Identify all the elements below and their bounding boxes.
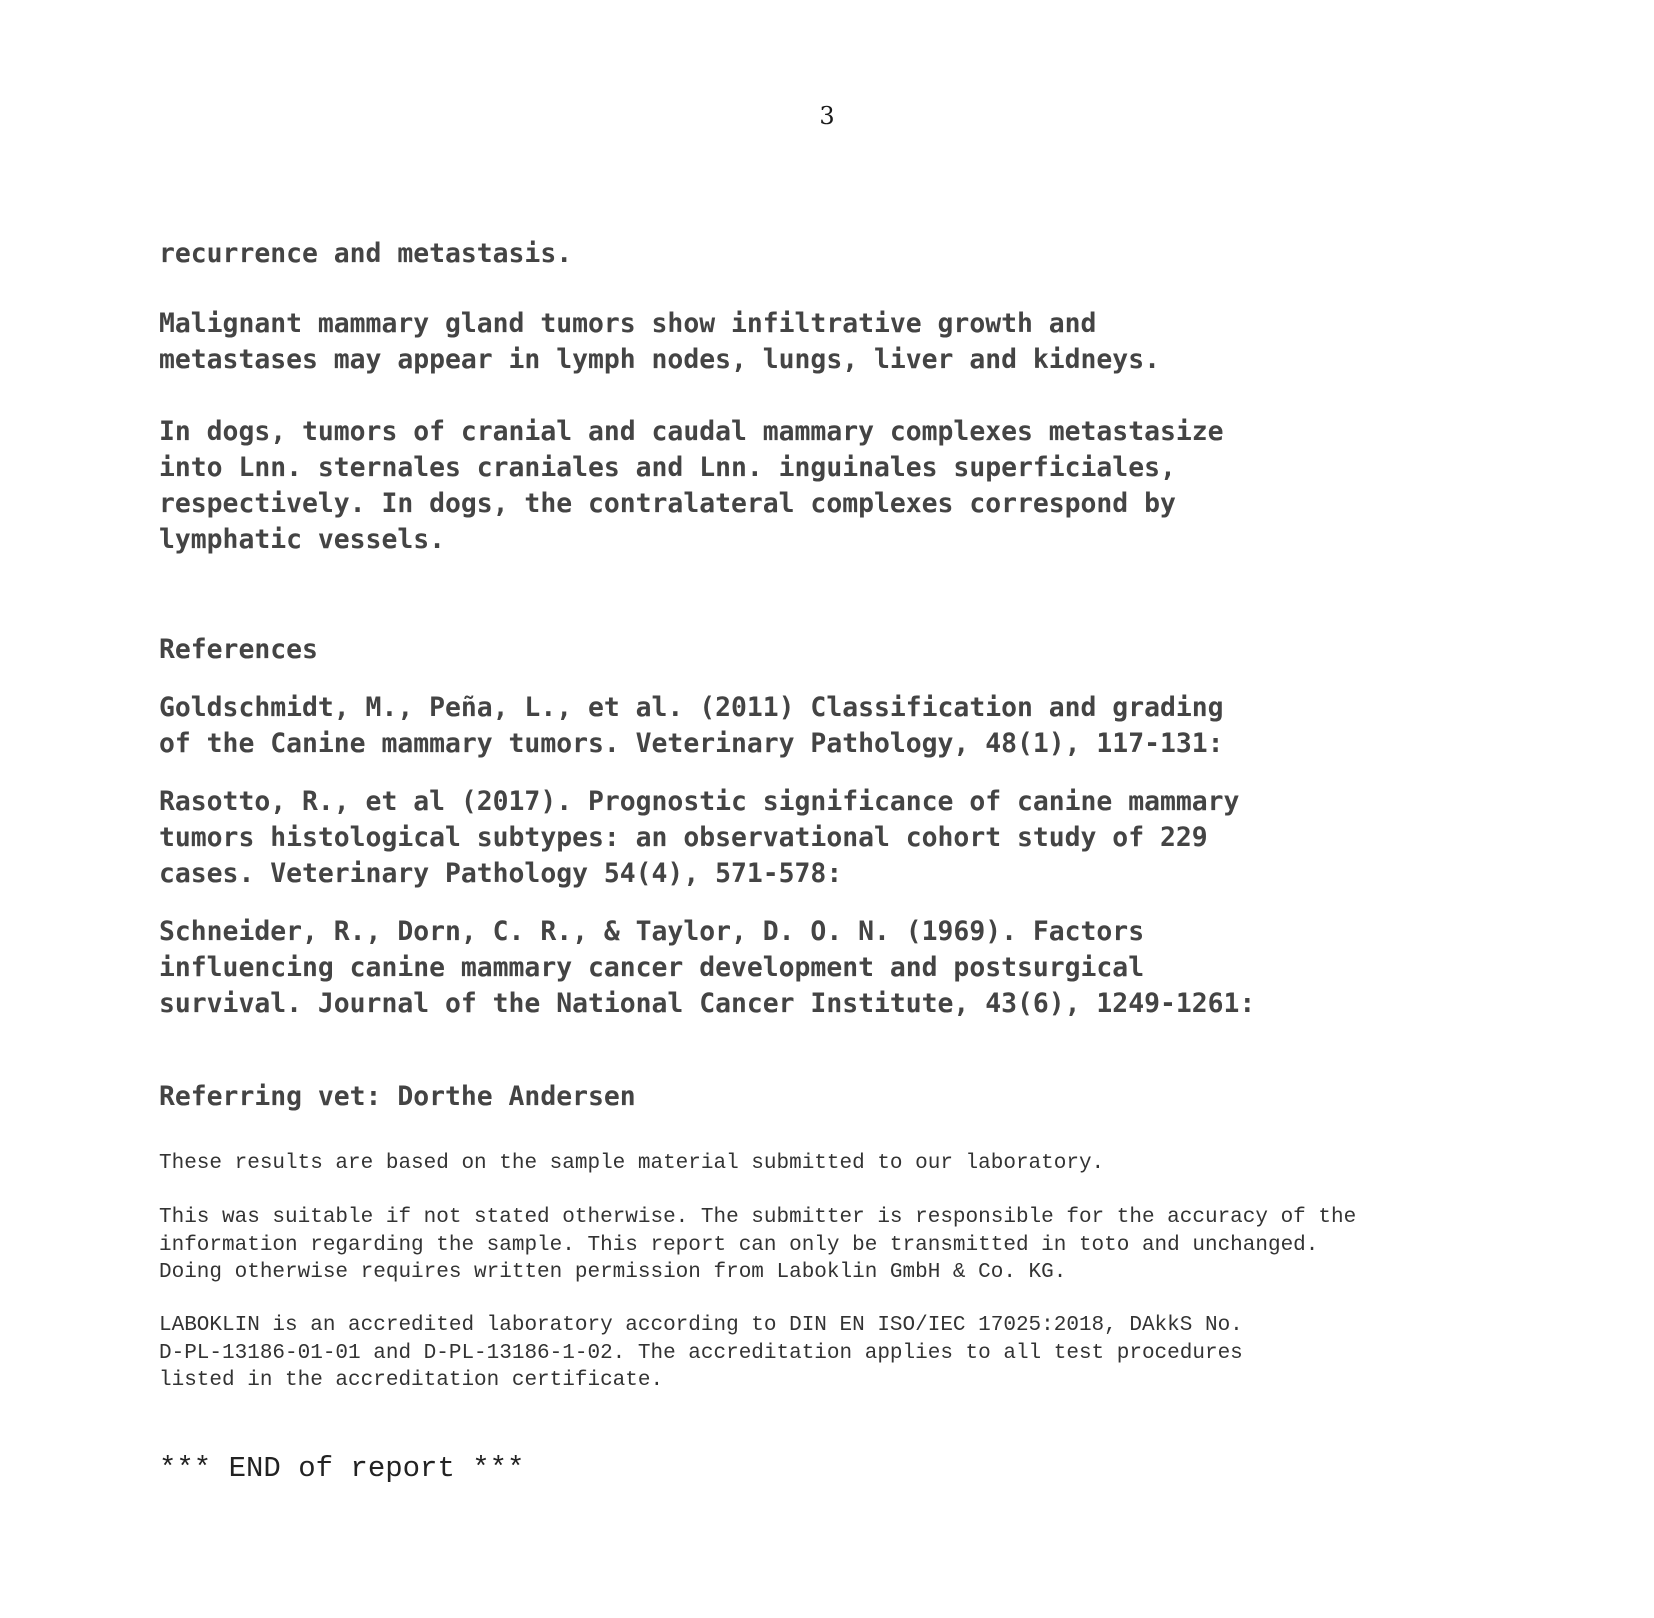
references-heading: References bbox=[159, 634, 318, 665]
disclaimer-responsibility: This was suitable if not stated otherwise. The submitter is responsible for the accuracy of the information regarding the sample. This report can only be transmitted in toto and unchanged. Doing otherwise requires written permission from Laboklin GmbH & Co. KG. bbox=[159, 1206, 1357, 1284]
accreditation-statement: LABOKLIN is an accredited laboratory according to DIN EN ISO/IEC 17025:2018, DAkkS No. D-PL-13186-01-01 and D-PL-13186-1-02. The accreditation applies to all test procedures listed in the accreditation certificate. bbox=[159, 1314, 1243, 1392]
end-of-report-marker: *** END of report *** bbox=[159, 1452, 525, 1485]
disclaimer-sample-basis: These results are based on the sample material submitted to our laboratory. bbox=[159, 1152, 1105, 1175]
reference-item: Schneider, R., Dorn, C. R., & Taylor, D. O. N. (1969). Factors influencing canine mammary cancer development and postsurgical survival. Journal of the National Cancer Institute, 43(6), 1249-1261: bbox=[159, 916, 1256, 1019]
referring-vet: Referring vet: Dorthe Andersen bbox=[159, 1081, 636, 1112]
page-number: 3 bbox=[819, 102, 835, 130]
paragraph-recurrence: recurrence and metastasis. bbox=[159, 238, 573, 269]
paragraph-malignant-tumors: Malignant mammary gland tumors show infiltrative growth and metastases may appear in lymph nodes, lungs, liver and kidneys. bbox=[159, 308, 1160, 375]
reference-item: Rasotto, R., et al (2017). Prognostic significance of canine mammary tumors histological subtypes: an observational cohort study of 229 cases. Veterinary Pathology 54(4), 571-578: bbox=[159, 786, 1240, 889]
reference-item: Goldschmidt, M., Peña, L., et al. (2011) Classification and grading of the Canine mammary tumors. Veterinary Pathology, 48(1), 117-131: bbox=[159, 692, 1224, 759]
paragraph-metastasis-dogs: In dogs, tumors of cranial and caudal mammary complexes metastasize into Lnn. sternales craniales and Lnn. inguinales superficiales, respectively. In dogs, the contralateral complexes correspond by lymphatic vessels. bbox=[159, 416, 1224, 555]
